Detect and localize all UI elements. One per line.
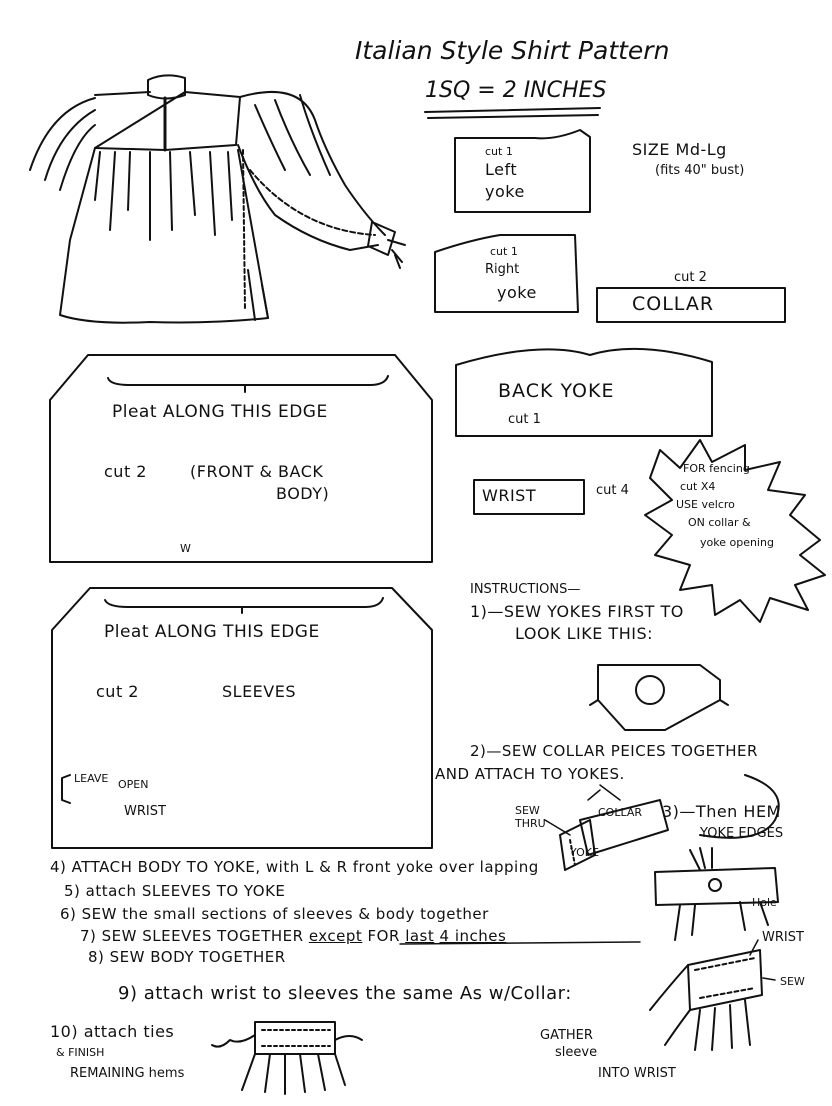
left-yoke-name1: Left <box>485 160 518 179</box>
wrist-label: WRIST <box>762 930 804 945</box>
collar-label: COLLAR <box>598 806 643 819</box>
sleeves-desc: SLEEVES <box>222 682 296 701</box>
fencing-note-line4: ON collar & <box>688 516 751 529</box>
body-piece <box>50 355 432 562</box>
right-yoke-cut: cut 1 <box>490 245 518 258</box>
wrist-sketch <box>650 940 775 1050</box>
step-4: 4) ATTACH BODY TO YOKE, with L & R front yoke over lapping <box>50 858 539 876</box>
instructions-heading: INSTRUCTIONS— <box>470 582 581 597</box>
step-1a: 1)—SEW YOKES FIRST TO <box>470 602 684 621</box>
wrist-cut: cut 4 <box>596 483 629 498</box>
ties-sketch <box>212 1022 362 1094</box>
size-note: (fits 40" bust) <box>655 163 745 178</box>
step-1b: LOOK LIKE THIS: <box>515 624 653 643</box>
left-yoke-cut: cut 1 <box>485 145 513 158</box>
step-7-inches: 4 inches <box>439 927 507 945</box>
fencing-note-line3: USE velcro <box>676 498 735 511</box>
step-7-for: FOR <box>362 927 406 945</box>
right-yoke-name1: Right <box>485 262 520 277</box>
body-desc1: (FRONT & BACK <box>190 462 324 481</box>
collar-cut: cut 2 <box>674 270 707 285</box>
left-yoke-name2: yoke <box>485 182 525 201</box>
scale-note: 1SQ = 2 INCHES <box>425 78 607 103</box>
body-pleat-label: Pleat ALONG THIS EDGE <box>112 402 328 422</box>
gather-label-1: GATHER <box>540 1028 593 1043</box>
step-2a: 2)—SEW COLLAR PEICES TOGETHER <box>470 742 758 760</box>
sleeves-pleat-label: Pleat ALONG THIS EDGE <box>104 622 320 642</box>
step-3a: 3)—Then HEM <box>662 802 781 821</box>
step-7-pre: 7) SEW SLEEVES TOGETHER <box>80 927 309 945</box>
back-yoke-name: BACK YOKE <box>498 380 615 402</box>
step-7-last: last <box>405 927 435 945</box>
body-mark: W <box>180 542 191 555</box>
sew-thru-2: THRU <box>515 817 546 830</box>
body-cut: cut 2 <box>104 462 147 481</box>
sew-thru-1: SEW <box>515 804 540 817</box>
yoke-sketch <box>590 665 728 730</box>
step-7 <box>80 927 506 945</box>
collar-on-shirt-sketch <box>655 848 778 940</box>
page-title: Italian Style Shirt Pattern <box>355 36 670 65</box>
shirt-sketch <box>30 75 405 322</box>
step-8: 8) SEW BODY TOGETHER <box>88 948 286 966</box>
sew-label: SEW <box>780 975 805 988</box>
step-10b: & FINISH <box>56 1046 105 1059</box>
step-2b: AND ATTACH TO YOKES. <box>435 765 625 783</box>
step-5: 5) attach SLEEVES TO YOKE <box>64 882 286 900</box>
fencing-note-line5: yoke opening <box>700 536 774 549</box>
step-10c: REMAINING hems <box>70 1066 185 1081</box>
gather-label-3: INTO WRIST <box>598 1066 676 1081</box>
sleeves-open: OPEN <box>118 778 149 791</box>
step-9: 9) attach wrist to sleeves the same As w/Collar: <box>118 983 572 1004</box>
fencing-note-line2: cut X4 <box>680 480 716 493</box>
back-yoke-cut: cut 1 <box>508 412 541 427</box>
wrist-name: WRIST <box>482 486 537 505</box>
size-label: SIZE Md-Lg <box>632 140 727 159</box>
right-yoke-name2: yoke <box>497 283 537 302</box>
sleeves-wrist: WRIST <box>124 804 166 819</box>
yoke-label: YOKE <box>570 846 599 859</box>
step-6: 6) SEW the small sections of sleeves & body together <box>60 905 489 923</box>
step-7-except: except <box>308 927 363 945</box>
step-10a: 10) attach ties <box>50 1022 175 1041</box>
sleeves-cut: cut 2 <box>96 682 139 701</box>
gather-label-2: sleeve <box>555 1045 598 1060</box>
title-underline <box>425 108 600 118</box>
fencing-note-line1: FOR fencing <box>683 462 750 475</box>
hole-label: Hole <box>752 896 777 909</box>
step-3b: YOKE EDGES <box>700 826 784 841</box>
collar-name: COLLAR <box>632 293 715 315</box>
sleeves-leave: LEAVE <box>74 772 109 785</box>
body-desc2: BODY) <box>276 484 330 503</box>
